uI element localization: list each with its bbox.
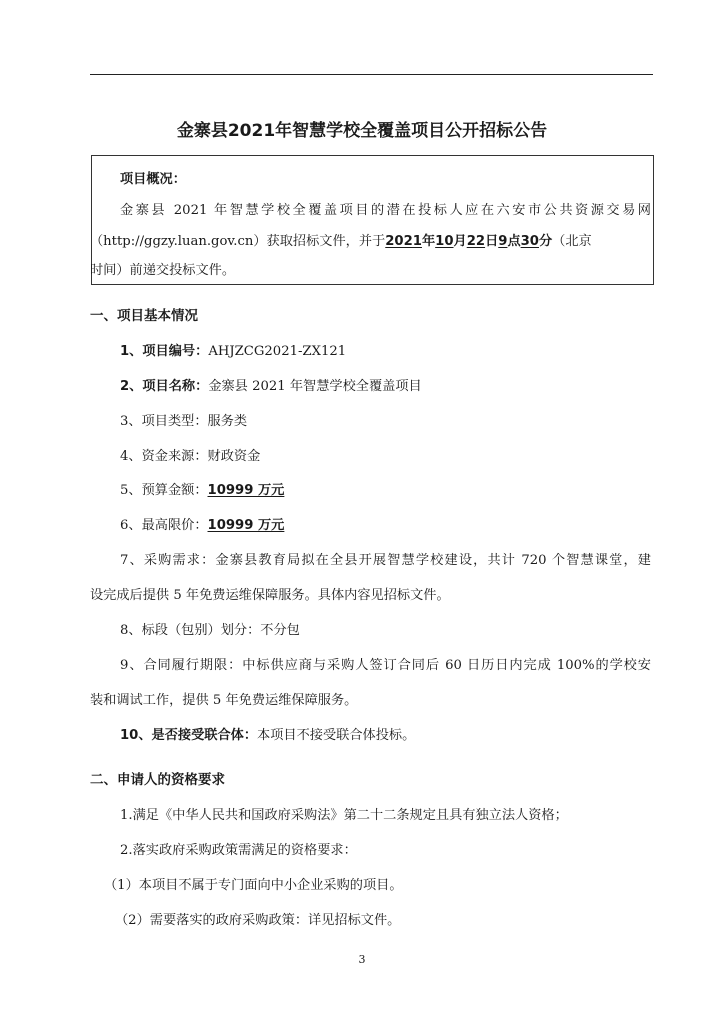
item1-value: AHJZCG2021-ZX121 [208, 344, 347, 359]
requirement-2-1: （1）本项目不属于专门面向中小企业采购的项目。 [104, 878, 403, 893]
section1-heading: 一、项目基本情况 [90, 308, 198, 324]
item5-label: 5、预算金额： [120, 483, 208, 498]
item1 [120, 343, 346, 361]
item4: 4、资金来源：财政资金 [120, 449, 261, 464]
deadline-month-unit: 月 [453, 234, 467, 249]
item9-line1 [120, 657, 651, 675]
requirement-2: 2.落实政府采购政策需满足的资格要求： [120, 843, 357, 858]
item8: 8、标段（包别）划分：不分包 [120, 623, 300, 638]
overview-heading: 项目概况： [120, 172, 186, 187]
item7-line1 [120, 552, 651, 570]
item6-label: 6、最高限价： [120, 518, 208, 533]
item6-value: 10999 万元 [207, 518, 285, 533]
item2 [120, 378, 422, 396]
item1-label: 1、项目编号： [120, 344, 209, 359]
overview-line1-text: 金寨县 2021 年智慧学校全覆盖项目的潜在投标人应在六安市公共资源交易网 [120, 203, 651, 218]
deadline-minute: 30 [520, 234, 539, 249]
item10 [120, 727, 415, 745]
item10-value: 本项目不接受联合体投标。 [257, 728, 416, 743]
deadline-year: 2021 [385, 234, 422, 249]
item9-line2: 装和调试工作，提供 5 年免费运维保障服务。 [90, 693, 358, 708]
item10-label: 10、是否接受联合体： [120, 728, 258, 743]
deadline-month: 10 [435, 234, 454, 249]
header-rule [90, 74, 653, 75]
item7-line1-text: 7、采购需求：金寨县教育局拟在全县开展智慧学校建设，共计 720 个智慧课堂，建 [120, 553, 651, 568]
item9-line1-text: 9、合同履行期限：中标供应商与采购人签订合同后 60 日历日内完成 100%的学校安 [120, 658, 651, 673]
overview-line2-a: （http://ggzy.luan.gov.cn）获取招标文件，并于 [90, 234, 386, 249]
deadline-hour-unit: 点 [507, 234, 521, 249]
item7-line2: 设完成后提供 5 年免费运维保障服务。具体内容见招标文件。 [90, 588, 450, 603]
document-title: 金寨县2021年智慧学校全覆盖项目公开招标公告 [176, 121, 548, 141]
deadline-hour: 9 [498, 234, 508, 249]
item2-value: 金寨县 2021 年智慧学校全覆盖项目 [208, 379, 422, 394]
page-number: 3 [358, 953, 366, 966]
item3: 3、项目类型：服务类 [120, 414, 248, 429]
deadline-day-unit: 日 [485, 234, 499, 249]
overview-line3: 时间）前递交投标文件。 [90, 263, 236, 278]
requirement-2-2: （2）需要落实的政府采购政策：详见招标文件。 [115, 913, 401, 928]
section2-heading: 二、申请人的资格要求 [90, 772, 225, 788]
deadline-year-unit: 年 [421, 234, 436, 249]
requirement-1: 1.满足《中华人民共和国政府采购法》第二十二条规定且具有独立法人资格； [120, 808, 568, 823]
item2-label: 2、项目名称： [120, 379, 209, 394]
item5 [120, 482, 284, 500]
deadline-minute-unit: 分 [538, 234, 553, 249]
item6 [120, 517, 284, 535]
overview-line2-b: （北京 [552, 234, 592, 249]
overview-line2 [90, 233, 592, 251]
overview-line1 [120, 202, 651, 220]
item5-value: 10999 万元 [207, 483, 285, 498]
deadline-day: 22 [466, 234, 486, 249]
